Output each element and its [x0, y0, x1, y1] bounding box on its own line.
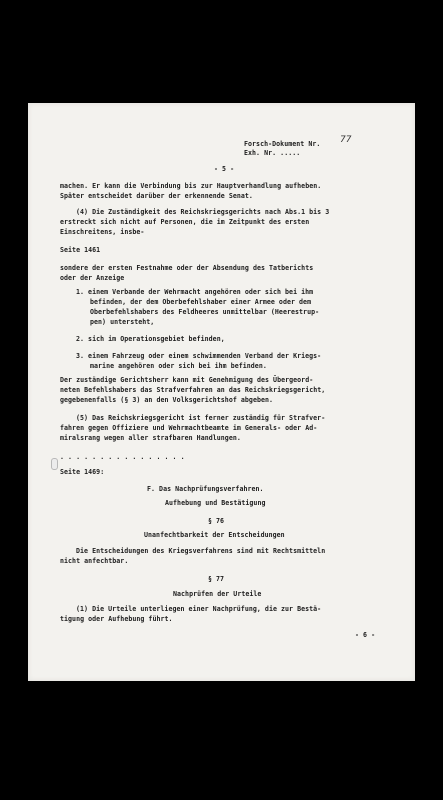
omission-dots: . . . . . . . . . . . . . . . . — [60, 453, 185, 461]
text-line: Die Entscheidungen des Kriegsverfahrens sind mit Rechtsmitteln — [76, 547, 326, 555]
page-number-top: - 5 - — [214, 165, 235, 173]
text-line: Oberbefehlshabers des Feldheeres unmittelbar (Heerestrup- — [90, 308, 320, 316]
paragraph-number-76: § 76 — [208, 517, 225, 525]
text-line: marine angehören oder sich bei ihm befinden. — [90, 362, 267, 370]
document-number-label: Forsch-Dokument Nr. — [244, 140, 321, 148]
text-line: nicht anfechtbar. — [60, 557, 129, 565]
document-number-handwritten: 77 — [340, 135, 352, 145]
page-reference-1461: Seite 1461 — [60, 246, 101, 254]
section-subheading: Aufhebung und Bestätigung — [165, 499, 266, 507]
text-line: sondere der ersten Festnahme oder der Absendung des Tatberichts — [60, 264, 314, 272]
text-line: erstreckt sich nicht auf Personen, die im Zeitpunkt des ersten — [60, 218, 310, 226]
paragraph-number-77: § 77 — [208, 575, 225, 583]
text-line: (1) Die Urteile unterliegen einer Nachprüfung, die zur Bestä- — [76, 605, 322, 613]
text-line: pen) untersteht, — [90, 318, 155, 326]
text-line: (5) Das Reichskriegsgericht ist ferner zuständig für Strafver- — [76, 414, 326, 422]
text-line: fahren gegen Offiziere und Wehrmachtbeamte im Generals- oder Ad- — [60, 424, 318, 432]
text-line: oder der Anzeige — [60, 274, 125, 282]
punch-hole — [51, 458, 58, 470]
text-line: (4) Die Zuständigkeit des Reichskriegsgerichts nach Abs.1 bis 3 — [76, 208, 330, 216]
paragraph-heading: Nachprüfen der Urteile — [173, 590, 262, 598]
text-line: gegebenenfalls (§ 3) an den Volksgerichtshof abgeben. — [60, 396, 274, 404]
paragraph-heading: Unanfechtbarkeit der Entscheidungen — [144, 531, 285, 539]
text-line: tigung oder Aufhebung führt. — [60, 615, 173, 623]
page-number-bottom: - 6 - — [355, 631, 376, 639]
list-item-2: 2. sich im Operationsgebiet befinden, — [76, 335, 225, 343]
document-page — [28, 103, 415, 681]
exhibit-number-label: Exh. Nr. ..... — [244, 149, 301, 157]
text-line: befinden, der dem Oberbefehlshaber einer Armee oder dem — [90, 298, 312, 306]
text-line: machen. Er kann die Verbindung bis zur Hauptverhandlung aufheben. — [60, 182, 322, 190]
page-reference-1469: Seite 1469: — [60, 468, 105, 476]
text-line: Einschreitens, insbe- — [60, 228, 145, 236]
text-line: Später entscheidet darüber der erkennende Senat. — [60, 192, 253, 200]
list-item-1: 1. einem Verbande der Wehrmacht angehören oder sich bei ihm — [76, 288, 314, 296]
text-line: Der zuständige Gerichtsherr kann mit Genehmigung des Übergeord- — [60, 376, 314, 384]
list-item-3: 3. einem Fahrzeug oder einem schwimmenden Verband der Kriegs- — [76, 352, 322, 360]
text-line: miralsrang wegen aller strafbaren Handlungen. — [60, 434, 241, 442]
section-heading: F. Das Nachprüfungsverfahren. — [147, 485, 264, 493]
text-line: neten Befehlshabers das Strafverfahren an das Reichskriegsgericht, — [60, 386, 326, 394]
